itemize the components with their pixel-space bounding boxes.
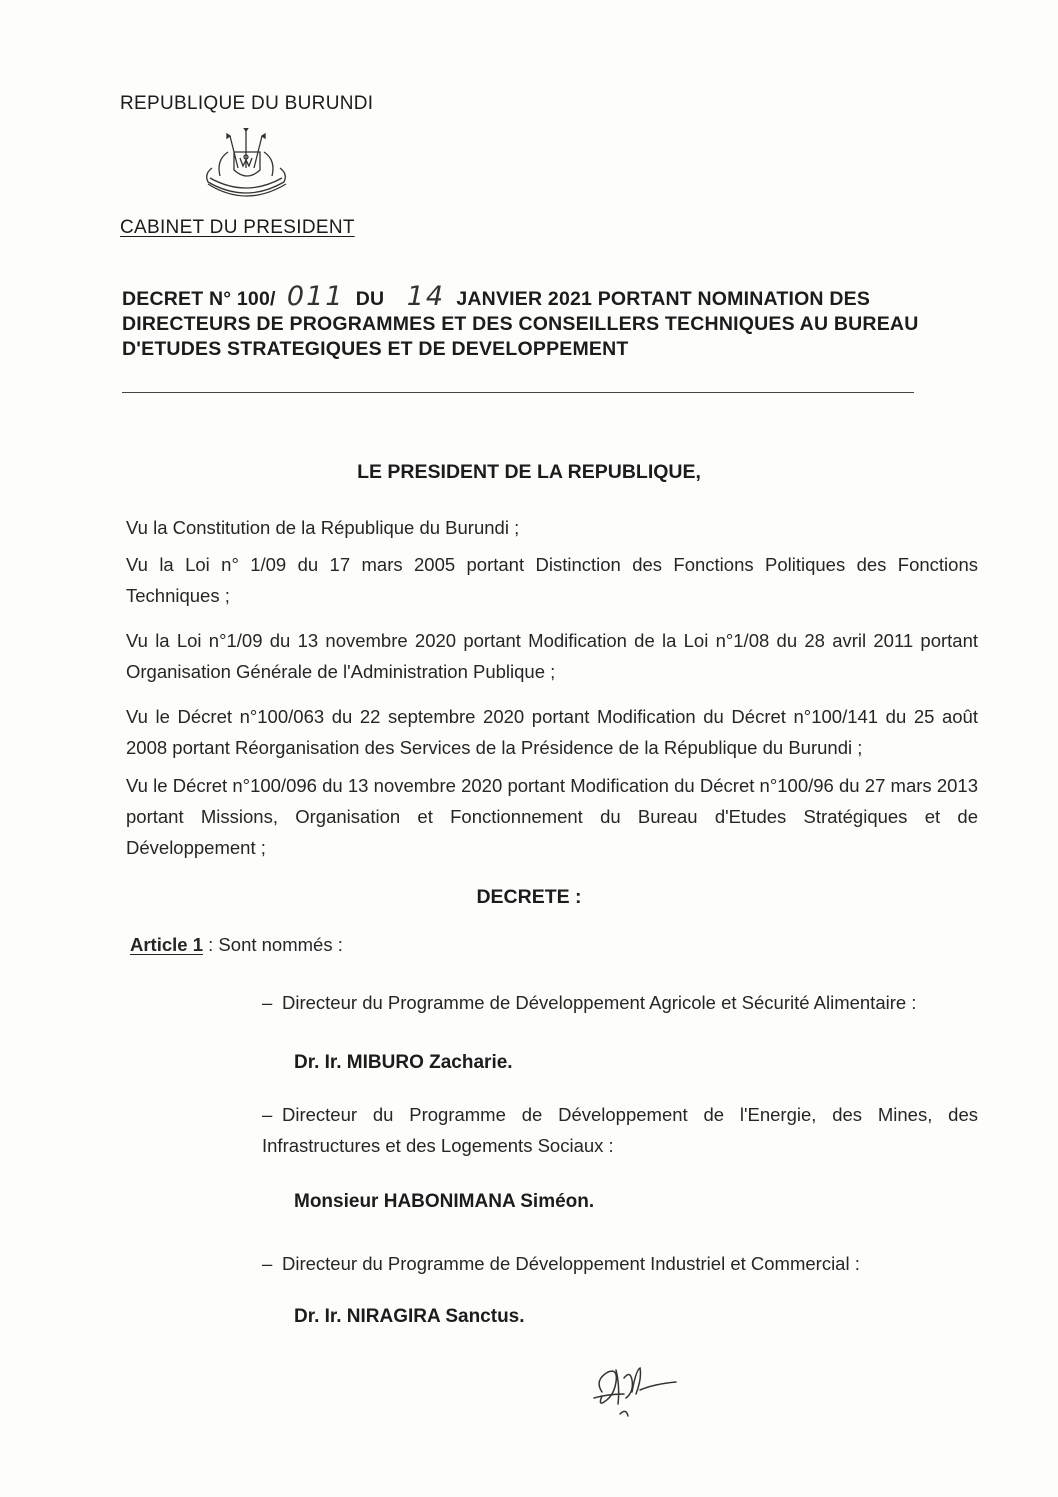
article-1 xyxy=(130,934,343,956)
appointment-3-name: Dr. Ir. NIRAGIRA Sanctus. xyxy=(294,1306,525,1327)
decree-title-line-1 xyxy=(122,281,978,312)
consideration-4: Vu le Décret n°100/063 du 22 septembre 2020 portant Modification du Décret n°100/141 du 25 août 2008 portant Réorganisation des Services de la Présidence de la République du Burundi ; xyxy=(126,706,978,758)
appointment-1-dash: – xyxy=(262,992,273,1013)
decree-title xyxy=(122,281,978,362)
appointment-2-role xyxy=(262,1099,978,1161)
decree-title-rest: JANVIER 2021 PORTANT NOMINATION DES xyxy=(456,288,871,310)
consideration-5: Vu le Décret n°100/096 du 13 novembre 2020 portant Modification du Décret n°100/96 du 27 mars 2013 portant Missions, Organisation et Fonctionnement du Bureau d'Etudes Stratégiques et de Développement ; xyxy=(126,775,978,858)
decree-du: DU xyxy=(355,288,385,310)
coat-of-arms-icon xyxy=(198,128,296,206)
appointment-1-role xyxy=(262,987,978,1018)
authority-heading: LE PRESIDENT DE LA REPUBLIQUE, xyxy=(357,461,701,483)
decree-title-line-2: DIRECTEURS DE PROGRAMMES ET DES CONSEILLERS TECHNIQUES AU BUREAU xyxy=(122,313,919,335)
appointment-2-dash: – xyxy=(262,1104,273,1125)
appointment-3-role xyxy=(262,1248,978,1279)
signature-initials-icon xyxy=(590,1362,686,1424)
appointment-1-role-text: Directeur du Programme de Développement Agricole et Sécurité Alimentaire : xyxy=(282,992,917,1013)
article-1-text: : Sont nommés : xyxy=(203,934,343,955)
consideration-3: Vu la Loi n°1/09 du 13 novembre 2020 portant Modification de la Loi n°1/08 du 28 avril 2011 portant Organisation Générale de l'Administration Publique ; xyxy=(126,630,978,682)
consideration-2: Vu la Loi n° 1/09 du 17 mars 2005 portant Distinction des Fonctions Politiques des Fonctions Techniques ; xyxy=(126,554,978,606)
appointment-3-dash: – xyxy=(262,1253,273,1274)
title-separator xyxy=(122,392,914,393)
consideration-1: Vu la Constitution de la République du Burundi ; xyxy=(126,517,520,538)
country-header: REPUBLIQUE DU BURUNDI xyxy=(120,93,374,114)
appointment-2-role-text: Directeur du Programme de Développement de l'Energie, des Mines, des Infrastructures et des Logements Sociaux : xyxy=(262,1104,978,1156)
decree-title-line-3: D'ETUDES STRATEGIQUES ET DE DEVELOPPEMENT xyxy=(122,338,629,360)
decree-number-prefix: DECRET N° 100/ xyxy=(122,288,276,310)
appointment-3-role-text: Directeur du Programme de Développement Industriel et Commercial : xyxy=(282,1253,860,1274)
decree-number-handwritten: 011 xyxy=(286,281,345,312)
decrees-heading: DECRETE : xyxy=(476,886,582,908)
appointment-1-name: Dr. Ir. MIBURO Zacharie. xyxy=(294,1052,513,1073)
appointment-2-name: Monsieur HABONIMANA Siméon. xyxy=(294,1191,595,1212)
decree-day-handwritten: 14 xyxy=(406,281,446,312)
article-1-label: Article 1 xyxy=(130,934,204,955)
cabinet-header: CABINET DU PRESIDENT xyxy=(120,217,355,238)
